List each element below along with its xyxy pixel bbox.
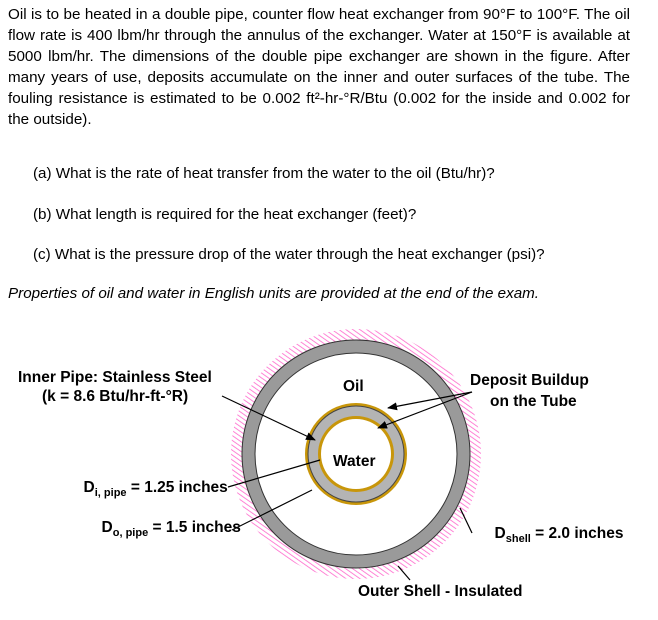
outer-shell-label: Outer Shell - Insulated	[358, 583, 523, 600]
deposit-label-line1: Deposit Buildup	[470, 372, 589, 389]
properties-note: Properties of oil and water in English units are provided at the end of the exam.	[8, 285, 540, 302]
oil-label: Oil	[343, 378, 364, 395]
water-label: Water	[333, 453, 376, 470]
shell-diameter-label: $D_{shell} = 2.0$ inches	[494, 525, 624, 545]
inner-pipe-title: Inner Pipe: Stainless Steel	[18, 369, 212, 386]
question-b: (b) What length is required for the heat exchanger (feet)?	[33, 206, 417, 223]
outer-diameter-label: $D_{o, pipe} = 1.5$ inches	[101, 519, 241, 539]
question-a: (a) What is the rate of heat transfer from the water to the oil (Btu/hr)?	[33, 165, 495, 182]
deposit-label-line2: on the Tube	[490, 393, 577, 410]
inner-diameter-label: $D_{i, pipe} = 1.25$ inches	[83, 479, 228, 499]
question-c: (c) What is the pressure drop of the water through the heat exchanger (psi)?	[33, 246, 545, 263]
problem-statement: Oil is to be heated in a double pipe, counter flow heat exchanger from 90°F to 100°F. The oil flow rate is 400 lbm/hr through the annulus of the exchanger. Water at 150°F is available at 5000 lbm/hr. The dimensions of the double pipe exchanger are shown in the figure. After many years of use, deposits accumulate on the inner and outer surfaces of the tube. The fouling resistance is estimated to be 0.002 ft²-hr-°R/Btu (0.002 for the inside and 0.002 for the outside).	[8, 6, 630, 128]
inner-pipe-conductivity: (k = 8.6 Btu/hr-ft-°R)	[42, 388, 189, 405]
